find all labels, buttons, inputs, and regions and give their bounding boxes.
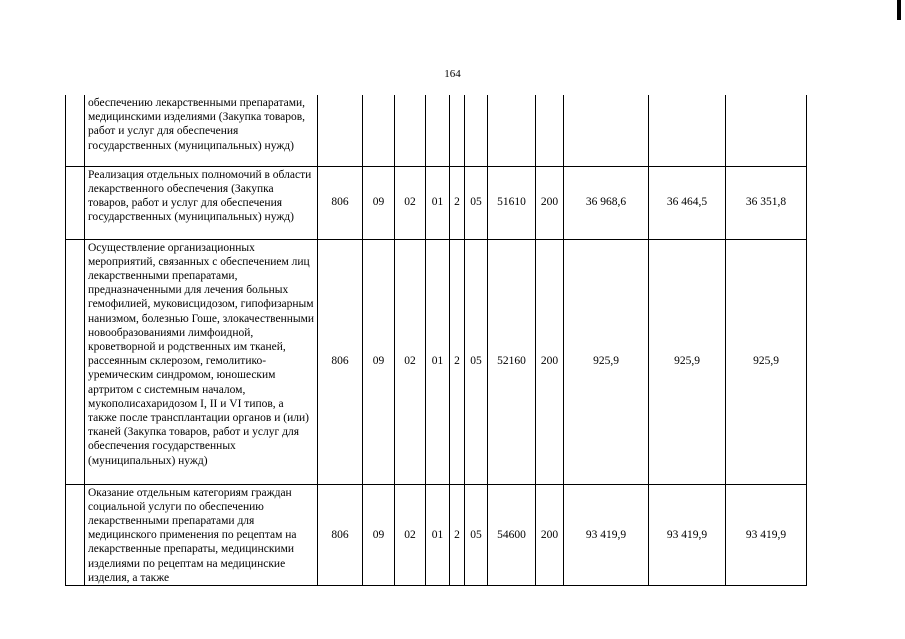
amount-year-2: 93 419,9: [649, 484, 726, 585]
code-subsection: 02: [395, 484, 426, 585]
page-number: 164: [444, 68, 461, 80]
budget-table: [65, 95, 807, 586]
code-direction: [488, 95, 536, 166]
amount-year-2: [649, 95, 726, 166]
code-main-activity: [465, 95, 488, 166]
code-ministry: 806: [318, 239, 363, 484]
code-subprogram: [450, 95, 465, 166]
amount-year-1: [564, 95, 649, 166]
description-cell: Оказание отдельным категориям граждан социальной услуги по обеспечению лекарственными препаратами для медицинского применения по рецептам на лекарственные препараты, медицинскими изделиями по рецептам на медицинские изделия, а также: [85, 484, 318, 585]
code-program: 01: [426, 239, 450, 484]
amount-year-2: 925,9: [649, 239, 726, 484]
amount-year-1: 93 419,9: [564, 484, 649, 585]
code-program: 01: [426, 484, 450, 585]
code-section: 09: [363, 484, 395, 585]
code-direction: 52160: [488, 239, 536, 484]
description-cell: Осуществление организационных мероприятий, связанных с обеспечением лиц лекарственными препаратами, предназначенными для лечения больных гемофилией, муковисцидозом, гипофизарным нанизмом, болезнью Гоше, злокачественными новообразованиями лимфоидной, кроветворной и родственных им тканей, рассеянным склерозом, гемолитико-уремическим синдромом, юношеским артритом с системным началом, мукополисахаридозом I, II и VI типов, а также после трансплантации органов и (или) тканей (Закупка товаров, работ и услуг для обеспечения государственных (муниципальных) нужд): [85, 239, 318, 484]
code-subsection: [395, 95, 426, 166]
table-row: [66, 95, 807, 166]
table-row: [66, 166, 807, 239]
row-number-cell: [66, 239, 85, 484]
code-subprogram: 2: [450, 239, 465, 484]
code-ministry: [318, 95, 363, 166]
amount-year-3: 36 351,8: [726, 166, 807, 239]
amount-year-2: 36 464,5: [649, 166, 726, 239]
row-number-cell: [66, 484, 85, 585]
code-expense-type: [536, 95, 564, 166]
table-row: [66, 239, 807, 484]
code-subprogram: 2: [450, 484, 465, 585]
code-expense-type: 200: [536, 239, 564, 484]
amount-year-3: 93 419,9: [726, 484, 807, 585]
code-subsection: 02: [395, 239, 426, 484]
row-number-cell: [66, 95, 85, 166]
amount-year-3: [726, 95, 807, 166]
amount-year-3: 925,9: [726, 239, 807, 484]
code-expense-type: 200: [536, 484, 564, 585]
code-program: [426, 95, 450, 166]
code-subsection: 02: [395, 166, 426, 239]
amount-year-1: 925,9: [564, 239, 649, 484]
code-section: 09: [363, 166, 395, 239]
code-expense-type: 200: [536, 166, 564, 239]
code-direction: 54600: [488, 484, 536, 585]
code-program: 01: [426, 166, 450, 239]
code-subprogram: 2: [450, 166, 465, 239]
scan-edge-mark: [897, 0, 901, 20]
code-ministry: 806: [318, 484, 363, 585]
code-main-activity: 05: [465, 239, 488, 484]
code-section: 09: [363, 239, 395, 484]
code-main-activity: 05: [465, 484, 488, 585]
description-cell: обеспечению лекарственными препаратами, медицинскими изделиями (Закупка товаров, работ и услуг для обеспечения государственных (муниципальных) нужд): [85, 95, 318, 166]
amount-year-1: 36 968,6: [564, 166, 649, 239]
code-main-activity: 05: [465, 166, 488, 239]
row-number-cell: [66, 166, 85, 239]
description-cell: Реализация отдельных полномочий в области лекарственного обеспечения (Закупка товаров, работ и услуг для обеспечения государственных (муниципальных) нужд): [85, 166, 318, 239]
code-direction: 51610: [488, 166, 536, 239]
code-section: [363, 95, 395, 166]
table-row: [66, 484, 807, 585]
code-ministry: 806: [318, 166, 363, 239]
